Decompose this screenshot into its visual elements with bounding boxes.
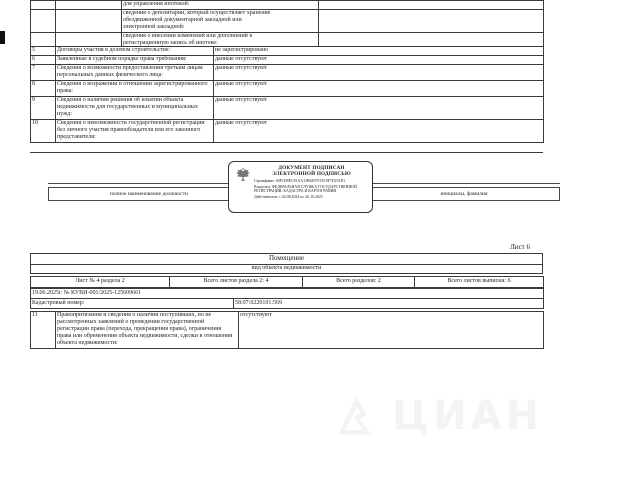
row-value: данные отсутствуют bbox=[214, 97, 544, 120]
row-label: Правопритязания и сведения о наличии поступивших, но не рассмотренных заявлений о проведении государственной регистрации права (перехода, прекращения права), ограничения права или обременения объекта недвижимости, сделки в отношении объекта недвижимости: bbox=[56, 312, 239, 349]
table-row bbox=[31, 277, 544, 288]
row-label: для управления ипотекой: bbox=[122, 1, 319, 10]
row-value: данные отсутствуют bbox=[214, 120, 544, 143]
table-row bbox=[31, 1, 544, 10]
table-row bbox=[31, 312, 544, 349]
row-number: 11 bbox=[31, 312, 56, 349]
row-number: 7 bbox=[31, 65, 56, 81]
sheet-counter-cell: Всего разделов: 2 bbox=[303, 277, 415, 288]
table-row bbox=[31, 265, 543, 274]
row-number: 9 bbox=[31, 97, 56, 120]
row-value: отсутствуют bbox=[239, 312, 544, 349]
cadastral-label: Кадастровый номер: bbox=[31, 299, 234, 309]
stamp-title-line2: ЭЛЕКТРОННОЙ ПОДПИСЬЮ bbox=[272, 171, 351, 177]
table-row bbox=[31, 289, 544, 299]
row-number-cell bbox=[31, 1, 56, 10]
stamp-certificate: Сертификат: 00F1D8EC81AA13B6497F1E19F7D231B1 bbox=[254, 178, 346, 183]
digital-signature-stamp bbox=[228, 161, 373, 213]
row-label: Сведения о возражении в отношении зарегистрированного права: bbox=[56, 81, 214, 97]
row-label: сведения о депозитарии, который осуществляет хранение обездвиженной документарной закладной или электронной закладной: bbox=[122, 10, 319, 33]
coat-of-arms-icon bbox=[232, 165, 254, 182]
signature-position-caption: полное наименование должности bbox=[109, 191, 189, 197]
row-value: данные отсутствуют bbox=[214, 65, 544, 81]
table-row bbox=[31, 97, 544, 120]
row-label: Заявленные в судебном порядке права требования: bbox=[56, 56, 214, 65]
table-row bbox=[31, 47, 544, 56]
row-number-cell bbox=[31, 10, 56, 33]
stamp-title-line1: ДОКУМЕНТ ПОДПИСАН bbox=[278, 165, 345, 171]
object-type-value: Помещение bbox=[31, 254, 543, 265]
row-label: Сведения о возможности предоставления третьим лицам персональных данных физического лица: bbox=[56, 65, 214, 81]
sheet-number-label: Лист 6 bbox=[510, 243, 530, 251]
claims-table bbox=[30, 311, 544, 349]
cadastral-value: 58:07:0220101:569 bbox=[234, 299, 544, 309]
object-type-table bbox=[30, 253, 543, 274]
row-label: Сведения о наличии решения об изъятии объекта недвижимости для государственных и муниципальных нужд: bbox=[56, 97, 214, 120]
row-value bbox=[319, 1, 544, 10]
object-type-caption: вид объекта недвижимости bbox=[31, 265, 543, 274]
row-label: сведения о внесении изменений или дополнений в регистрационную запись об ипотеке: bbox=[122, 33, 319, 49]
mortgage-subtable bbox=[30, 0, 544, 49]
row-value bbox=[319, 10, 544, 33]
row-value: данные отсутствуют bbox=[214, 81, 544, 97]
row-number: 5 bbox=[31, 47, 56, 56]
main-records-table bbox=[30, 46, 544, 143]
sheet-counter-cell: Всего листов выписки: 6 bbox=[415, 277, 544, 288]
table-row bbox=[31, 10, 544, 33]
stamp-owner: Владелец: ФЕДЕРАЛЬНАЯ СЛУЖБА ГОСУДАРСТВЕННОЙ РЕГИСТРАЦИИ, КАДАСТРА И КАРТОГРАФИИ bbox=[254, 184, 357, 194]
table-row bbox=[31, 65, 544, 81]
sheet-counter-cell: Всего листов раздела 2: 4 bbox=[170, 277, 303, 288]
row-value: не зарегистрировано bbox=[214, 47, 544, 56]
stamp-validity: Действителен: с 02.08.2024 по 26.10.2025 bbox=[254, 195, 323, 200]
doc-number-table bbox=[30, 288, 544, 309]
table-row bbox=[31, 120, 544, 143]
table-row bbox=[31, 299, 544, 309]
indent-cell bbox=[56, 1, 122, 10]
section-divider bbox=[30, 152, 543, 153]
cian-watermark bbox=[338, 390, 578, 442]
table-row bbox=[31, 254, 543, 265]
sheet-counter-cell: Лист № 4 раздела 2 bbox=[31, 277, 170, 288]
watermark-text: ЦИАН bbox=[392, 393, 544, 439]
row-label: Договоры участия в долевом строительстве: bbox=[56, 47, 214, 56]
row-number: 8 bbox=[31, 81, 56, 97]
row-value: данные отсутствуют bbox=[214, 56, 544, 65]
indent-cell bbox=[56, 10, 122, 33]
table-row bbox=[31, 81, 544, 97]
sheet-counters-table bbox=[30, 276, 544, 288]
row-number: 10 bbox=[31, 120, 56, 143]
table-row bbox=[31, 56, 544, 65]
row-number: 6 bbox=[31, 56, 56, 65]
signature-name-caption: инициалы, фамилия bbox=[440, 191, 488, 197]
cian-watermark-icon bbox=[338, 396, 382, 436]
doc-number-value: 19.06.2025г. № КУВИ-001/2025-125609661 bbox=[31, 289, 544, 299]
stamp-text-block bbox=[254, 165, 369, 200]
row-label: Сведения о невозможности государственной регистрации без личного участия правообладателя или его законного представителя: bbox=[56, 120, 214, 143]
scan-artifact bbox=[0, 31, 5, 44]
